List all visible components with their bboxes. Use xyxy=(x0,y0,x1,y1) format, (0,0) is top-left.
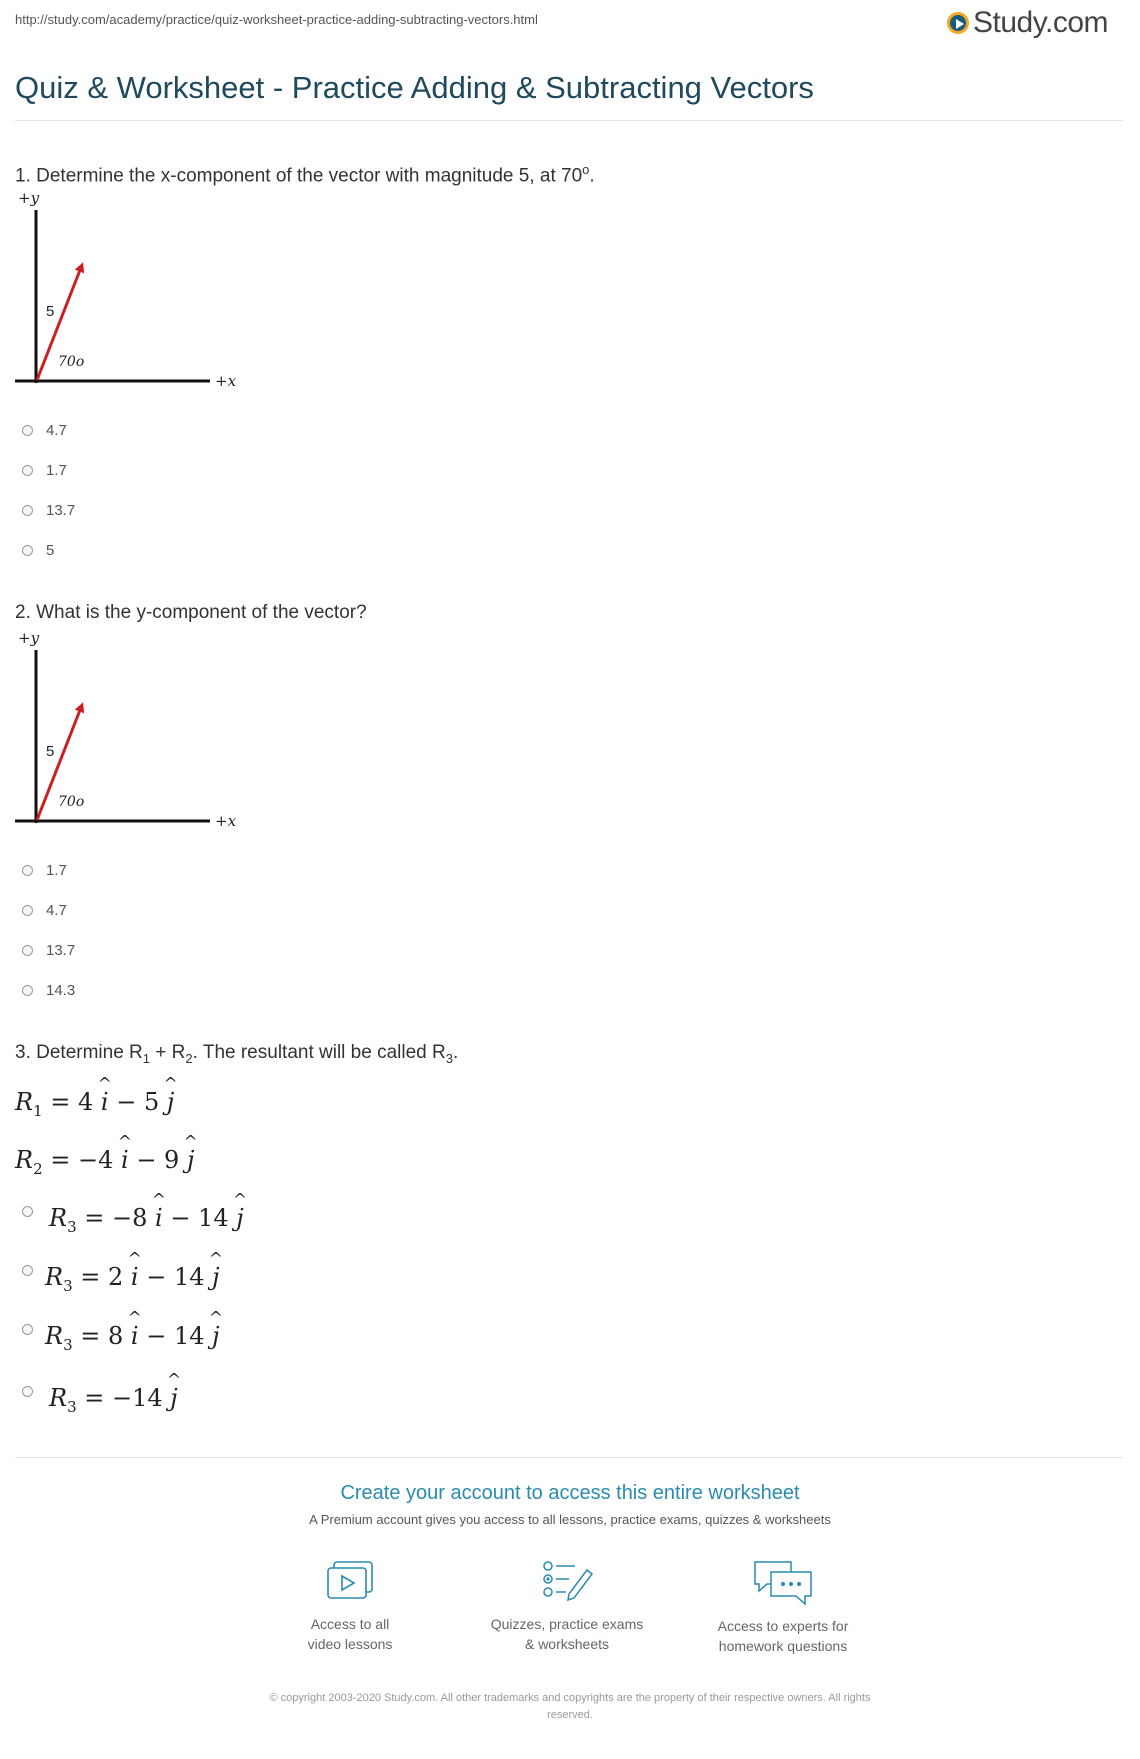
option-label: 1.7 xyxy=(46,462,67,479)
chat-experts-icon xyxy=(751,1558,815,1608)
cta-subtitle: A Premium account gives you access to all lessons, practice exams, quizzes & worksheets xyxy=(309,1512,831,1527)
x-axis-label: +x xyxy=(215,372,237,390)
vector-diagram-1 xyxy=(10,188,250,398)
feature-experts xyxy=(673,1558,893,1656)
q3-text-d: . xyxy=(452,1042,459,1063)
option-label: 5 xyxy=(46,542,55,559)
y-axis-label: +y xyxy=(18,189,40,207)
q3-text-c: . The resultant will be called R xyxy=(192,1042,446,1063)
eq-part: = 8 xyxy=(72,1322,131,1350)
section-divider xyxy=(15,1457,1123,1458)
magnitude-label: 5 xyxy=(46,303,55,320)
eq-part: − 14 xyxy=(162,1204,237,1232)
radio-button[interactable] xyxy=(22,1206,33,1217)
feature-label-line2: homework questions xyxy=(718,1638,848,1654)
question-1 xyxy=(15,162,595,187)
page-url: http://study.com/academy/practice/quiz-worksheet-practice-adding-subtracting-vectors.html xyxy=(15,12,538,27)
eq-part: − 14 xyxy=(138,1263,213,1291)
radio-button[interactable] xyxy=(22,545,33,556)
page-title: Quiz & Worksheet - Practice Adding & Subtracting Vectors xyxy=(15,70,814,105)
given-r1 xyxy=(15,1088,174,1120)
eq-part: − 5 xyxy=(108,1088,167,1116)
eq-symbol: R xyxy=(45,1263,64,1291)
option-equation xyxy=(45,1322,220,1354)
eq-symbol: R xyxy=(15,1088,34,1116)
eq-part: = 2 xyxy=(72,1263,131,1291)
eq-sub: 3 xyxy=(63,1276,73,1295)
option-label: 13.7 xyxy=(46,502,76,519)
play-logo-icon xyxy=(947,12,969,34)
q3-sub2: 2 xyxy=(185,1050,193,1066)
angle-label: 70o xyxy=(58,354,85,370)
radio-button[interactable] xyxy=(22,985,33,996)
unit-vector-i: ^ i xyxy=(101,1088,109,1116)
q3-sub3: 3 xyxy=(445,1050,453,1066)
magnitude-label: 5 xyxy=(46,743,55,760)
feature-label-line1: Quizzes, practice exams xyxy=(490,1616,644,1632)
option-q1-c[interactable] xyxy=(22,502,75,519)
feature-label-line1: Access to all xyxy=(310,1616,390,1632)
unit-vector-j: ^ j xyxy=(236,1204,243,1232)
given-r2 xyxy=(15,1146,194,1178)
feature-label-line1: Access to experts for xyxy=(717,1618,849,1634)
eq-symbol: R xyxy=(49,1384,68,1412)
eq-part: = 4 xyxy=(42,1088,101,1116)
q3-text-a: 3. Determine R xyxy=(15,1042,143,1063)
angle-label: 70o xyxy=(58,794,85,810)
q3-sub1: 1 xyxy=(142,1050,151,1066)
question-3 xyxy=(15,1042,458,1066)
quiz-checklist-icon xyxy=(539,1558,595,1606)
radio-button[interactable] xyxy=(22,865,33,876)
unit-vector-j: ^ j xyxy=(212,1322,219,1350)
unit-vector-j: ^ j xyxy=(167,1088,174,1116)
eq-part: = −8 xyxy=(76,1204,155,1232)
copyright xyxy=(210,1690,930,1724)
eq-part: = −14 xyxy=(76,1384,171,1412)
radio-button[interactable] xyxy=(22,1386,33,1397)
eq-sub: 2 xyxy=(33,1159,43,1178)
option-q2-a[interactable] xyxy=(22,862,67,879)
radio-button[interactable] xyxy=(22,905,33,916)
option-label: 4.7 xyxy=(46,422,67,439)
logo-text: Study.com xyxy=(973,6,1108,39)
vector-diagram-2 xyxy=(10,628,250,838)
option-label: 4.7 xyxy=(46,902,67,919)
option-q3-c[interactable] xyxy=(22,1322,220,1354)
option-q2-b[interactable] xyxy=(22,902,67,919)
video-lessons-icon xyxy=(322,1558,378,1606)
radio-button[interactable] xyxy=(22,425,33,436)
option-q3-d[interactable] xyxy=(22,1384,178,1416)
question-1-text: 1. Determine the x-component of the vector with magnitude 5, at 70 xyxy=(15,165,583,187)
unit-vector-i: ^ i xyxy=(131,1263,139,1291)
eq-symbol: R xyxy=(45,1322,64,1350)
eq-symbol: R xyxy=(15,1146,34,1174)
eq-sub: 3 xyxy=(63,1335,73,1354)
eq-part: − 14 xyxy=(138,1322,213,1350)
eq-sub: 3 xyxy=(67,1217,77,1236)
option-equation xyxy=(49,1384,178,1416)
create-account-link[interactable]: Create your account to access this entire worksheet xyxy=(340,1482,800,1504)
option-label: 13.7 xyxy=(46,942,76,959)
option-label: 14.3 xyxy=(46,982,76,999)
degree-sup: o xyxy=(582,162,590,177)
option-q1-d[interactable] xyxy=(22,542,54,559)
radio-button[interactable] xyxy=(22,505,33,516)
eq-sub: 3 xyxy=(67,1397,77,1416)
radio-button[interactable] xyxy=(22,1265,33,1276)
feature-quizzes xyxy=(457,1558,677,1654)
option-q3-a[interactable] xyxy=(22,1204,244,1236)
study-logo[interactable] xyxy=(947,6,1108,40)
eq-symbol: R xyxy=(49,1204,68,1232)
feature-video-lessons xyxy=(240,1558,460,1654)
unit-vector-j: ^ j xyxy=(187,1146,194,1174)
radio-button[interactable] xyxy=(22,1324,33,1335)
option-q1-a[interactable] xyxy=(22,422,67,439)
copyright-line2: reserved. xyxy=(547,1709,593,1721)
x-axis-label: +x xyxy=(215,812,237,830)
y-axis-label: +y xyxy=(18,629,40,647)
eq-part: − 9 xyxy=(128,1146,187,1174)
eq-sub: 1 xyxy=(33,1101,43,1120)
question-1-end: . xyxy=(589,165,595,187)
option-equation xyxy=(49,1204,244,1236)
radio-button[interactable] xyxy=(22,945,33,956)
option-q2-d[interactable] xyxy=(22,982,75,999)
option-label: 1.7 xyxy=(46,862,67,879)
feature-label-line2: video lessons xyxy=(307,1636,393,1652)
feature-label-line2: & worksheets xyxy=(524,1636,610,1652)
unit-vector-j: ^ j xyxy=(170,1384,177,1412)
title-divider xyxy=(15,120,1123,121)
eq-part: = −4 xyxy=(42,1146,121,1174)
unit-vector-i: ^ i xyxy=(131,1322,139,1350)
radio-button[interactable] xyxy=(22,465,33,476)
option-q3-b[interactable] xyxy=(22,1263,220,1295)
copyright-line1: © copyright 2003-2020 Study.com. All other trademarks and copyrights are the property of their respective owners. All rights xyxy=(269,1692,871,1704)
question-2 xyxy=(15,602,367,624)
unit-vector-j: ^ j xyxy=(212,1263,219,1291)
q3-text-b: + R xyxy=(150,1042,186,1063)
question-2-text: 2. What is the y-component of the vector? xyxy=(15,602,367,623)
option-q1-b[interactable] xyxy=(22,462,67,479)
option-q2-c[interactable] xyxy=(22,942,75,959)
unit-vector-i: ^ i xyxy=(155,1204,163,1232)
option-equation xyxy=(45,1263,220,1295)
unit-vector-i: ^ i xyxy=(121,1146,129,1174)
